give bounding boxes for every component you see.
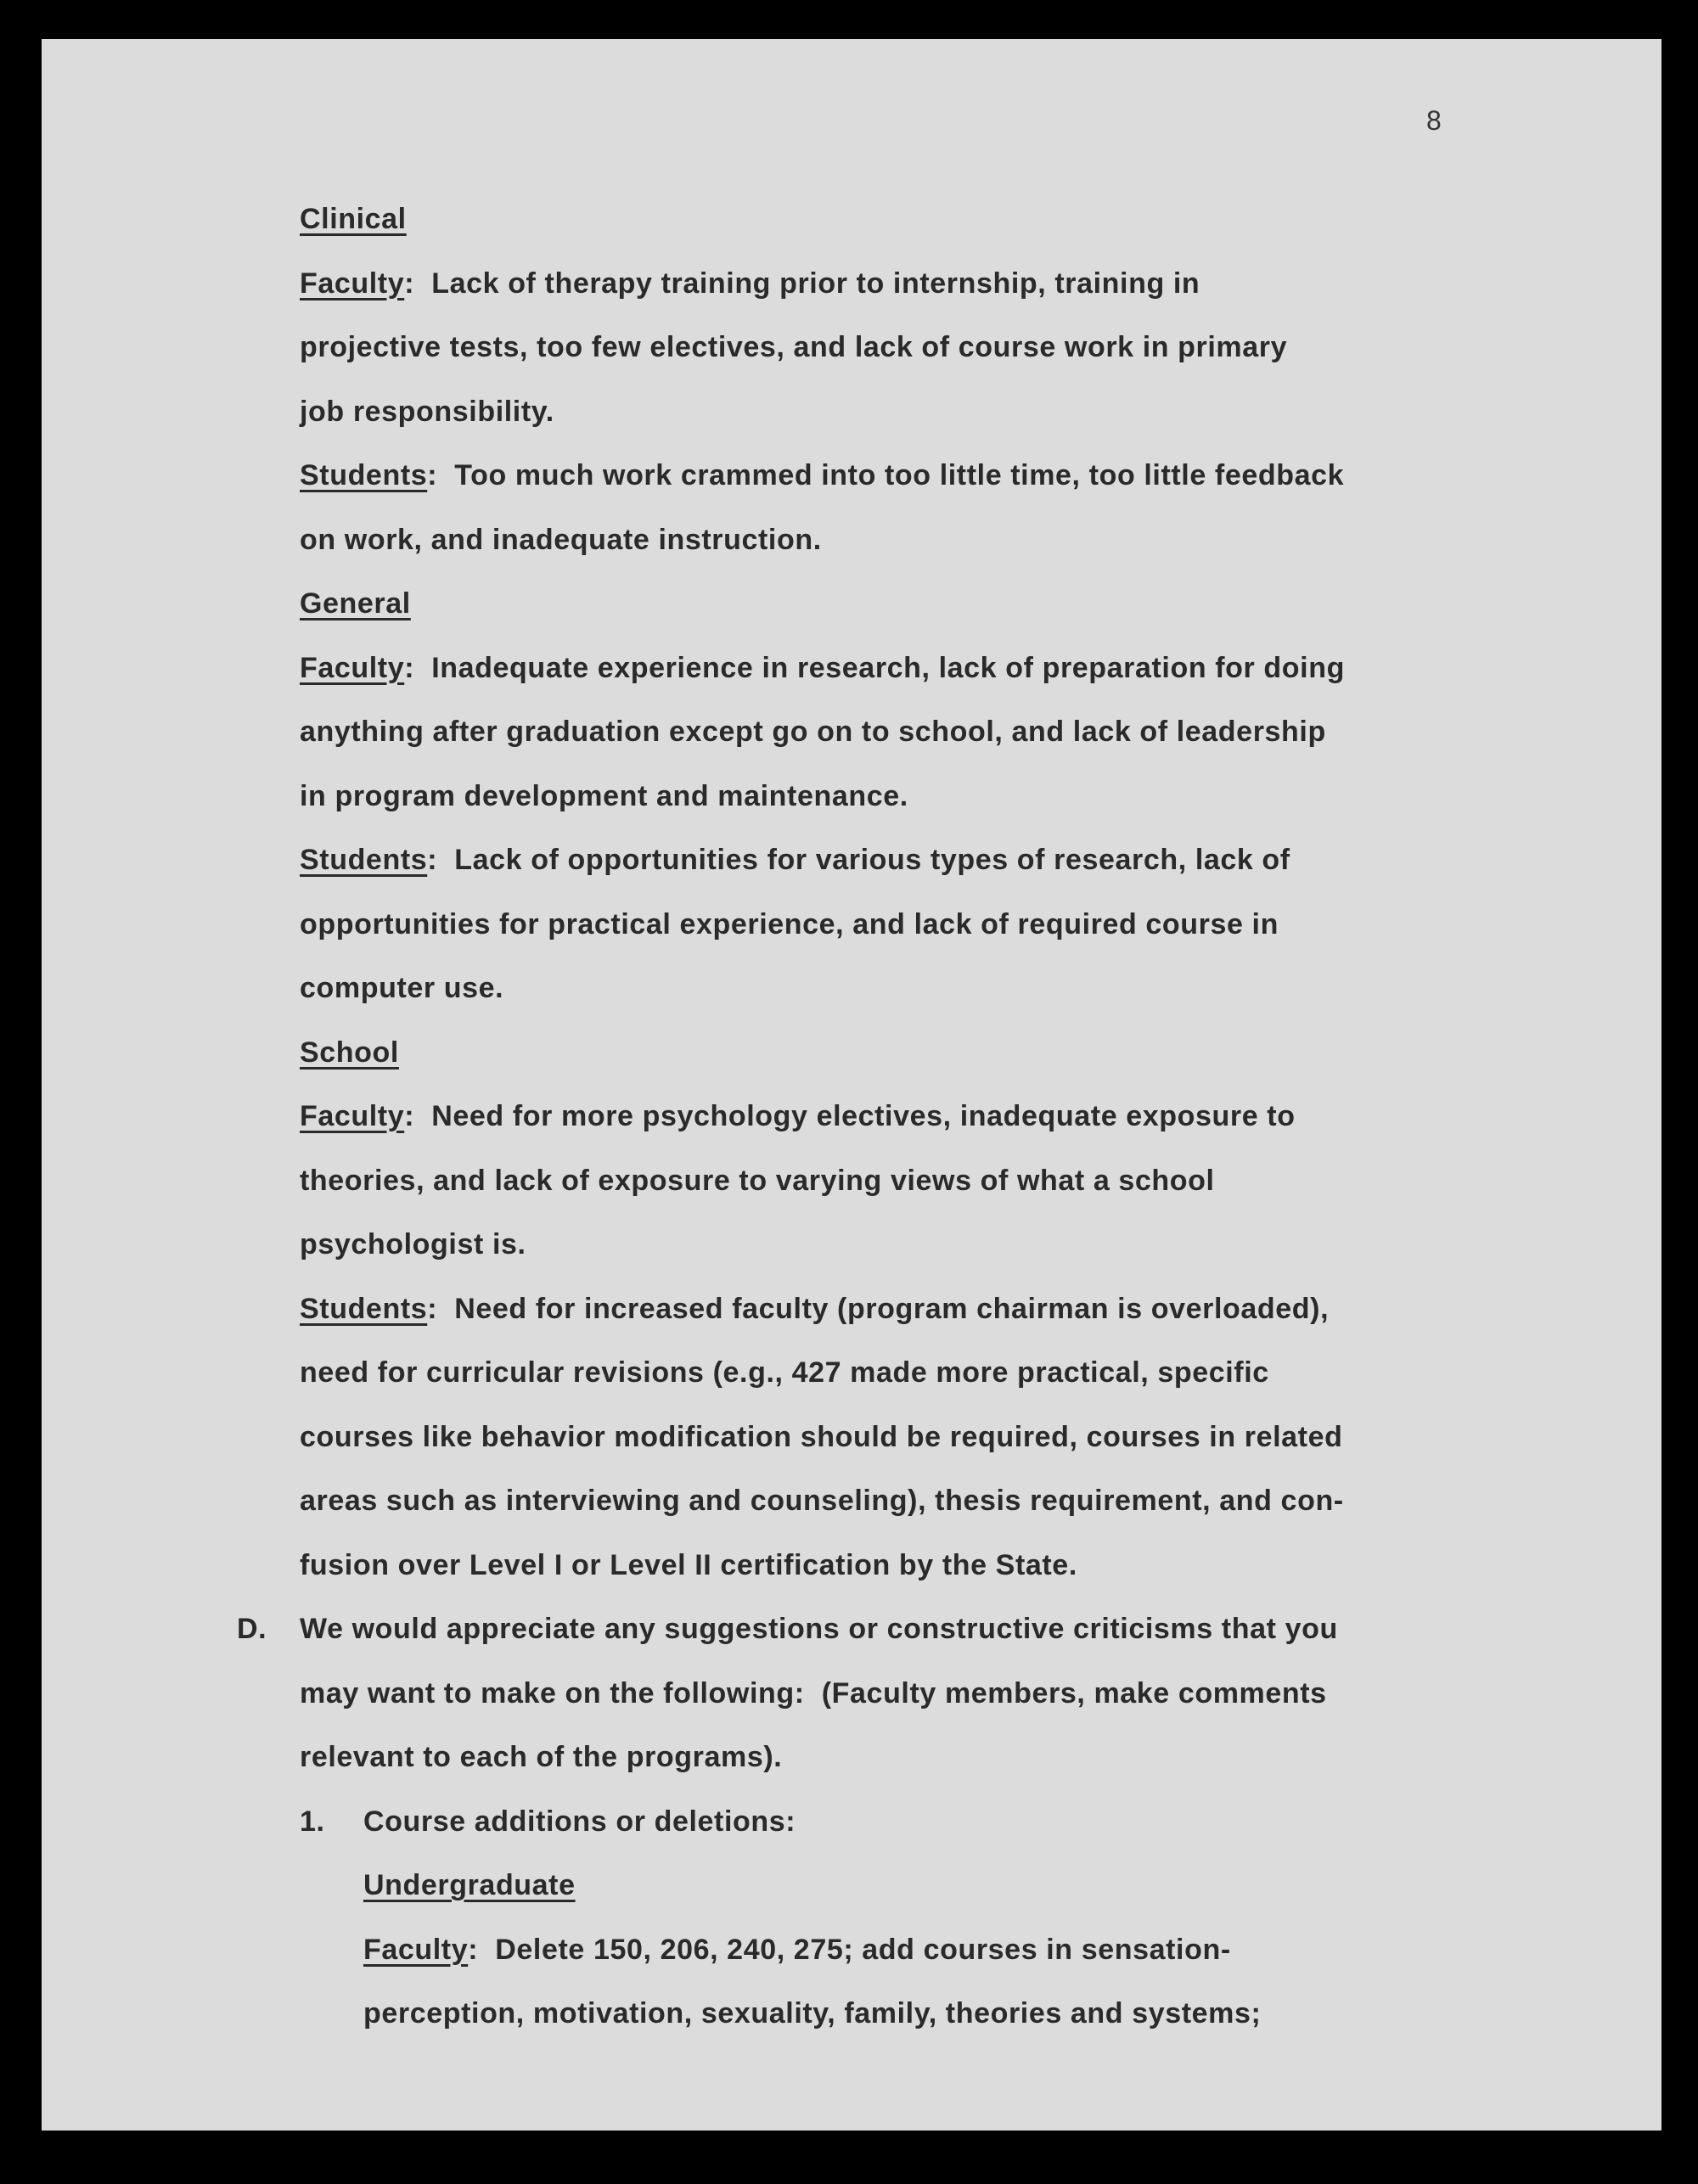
list-marker: 1.: [300, 1805, 325, 1838]
text-line: [300, 523, 822, 557]
text-line: [300, 330, 1287, 364]
underlined-label: School: [300, 1036, 399, 1069]
underlined-label: Faculty: [300, 267, 405, 300]
underlined-label: Students: [300, 1292, 428, 1325]
text-line: [300, 907, 1279, 941]
text-line: [300, 1099, 1296, 1133]
line-text: courses like behavior modification should be required, courses in related: [300, 1420, 1343, 1453]
text-line: [300, 843, 1290, 877]
text-line: [363, 1996, 1261, 2030]
line-text: computer use.: [300, 972, 504, 1004]
text-line: [300, 395, 554, 429]
section-heading: [363, 1868, 576, 1902]
section-heading: [300, 587, 411, 620]
section-heading: [300, 202, 407, 236]
underlined-label: Students: [300, 844, 428, 876]
underlined-label: Faculty: [300, 651, 405, 684]
line-text: : Delete 150, 206, 240, 275; add courses in sensation-: [468, 1933, 1231, 1966]
line-text: opportunities for practical experience, and lack of required course in: [300, 907, 1279, 940]
underlined-label: Faculty: [363, 1933, 469, 1966]
line-text: areas such as interviewing and counseling), thesis requirement, and con-: [300, 1485, 1344, 1517]
line-text: perception, motivation, sexuality, family, theories and systems;: [363, 1997, 1262, 2030]
text-line: [300, 971, 503, 1005]
underlined-label: Clinical: [300, 203, 407, 235]
text-line: [300, 1420, 1342, 1454]
line-text: theories, and lack of exposure to varying views of what a school: [300, 1164, 1215, 1197]
line-text: need for curricular revisions (e.g., 427 made more practical, specific: [300, 1356, 1269, 1389]
list-marker: D.: [237, 1613, 267, 1645]
line-text: We would appreciate any suggestions or constructive criticisms that you: [300, 1613, 1338, 1645]
line-text: : Lack of opportunities for various types of research, lack of: [427, 844, 1290, 876]
line-text: Course additions or deletions:: [363, 1805, 796, 1838]
line-text: job responsibility.: [300, 395, 554, 428]
text-line: [300, 1227, 526, 1261]
underlined-label: Undergraduate: [363, 1869, 576, 1901]
line-text: : Need for more psychology electives, inadequate exposure to: [404, 1100, 1296, 1132]
line-text: relevant to each of the programs).: [300, 1741, 783, 1773]
line-text: : Need for increased faculty (program chairman is overloaded),: [427, 1292, 1330, 1325]
text-line: [300, 458, 1344, 492]
text-line: [300, 1805, 796, 1839]
text-line: [237, 1612, 1338, 1646]
underlined-label: General: [300, 587, 411, 620]
underlined-label: Faculty: [300, 1100, 405, 1132]
line-text: in program development and maintenance.: [300, 779, 908, 812]
underlined-label: Students: [300, 459, 428, 491]
text-line: [363, 1933, 1231, 1967]
text-line: [300, 1484, 1344, 1518]
text-line: [300, 1292, 1329, 1326]
text-line: [300, 1676, 1327, 1710]
line-text: projective tests, too few electives, and lack of course work in primary: [300, 331, 1288, 363]
line-text: : Too much work crammed into too little time, too little feedback: [427, 459, 1345, 491]
text-line: [300, 1356, 1269, 1390]
line-text: psychologist is.: [300, 1228, 526, 1260]
line-text: : Lack of therapy training prior to internship, training in: [404, 267, 1200, 300]
text-line: [300, 1740, 782, 1774]
page-number: 8: [1426, 105, 1442, 136]
text-line: [300, 267, 1200, 300]
text-line: [300, 779, 908, 813]
text-line: [300, 715, 1326, 749]
line-text: may want to make on the following: (Faculty members, make comments: [300, 1676, 1327, 1710]
line-text: on work, and inadequate instruction.: [300, 523, 822, 556]
text-line: [300, 1164, 1215, 1198]
line-text: : Inadequate experience in research, lack of preparation for doing: [404, 651, 1345, 684]
line-text: fusion over Level I or Level II certification by the State.: [300, 1548, 1077, 1581]
section-heading: [300, 1036, 399, 1070]
line-text: anything after graduation except go on to school, and lack of leadership: [300, 716, 1326, 748]
text-line: [300, 651, 1345, 685]
text-line: [300, 1548, 1077, 1582]
